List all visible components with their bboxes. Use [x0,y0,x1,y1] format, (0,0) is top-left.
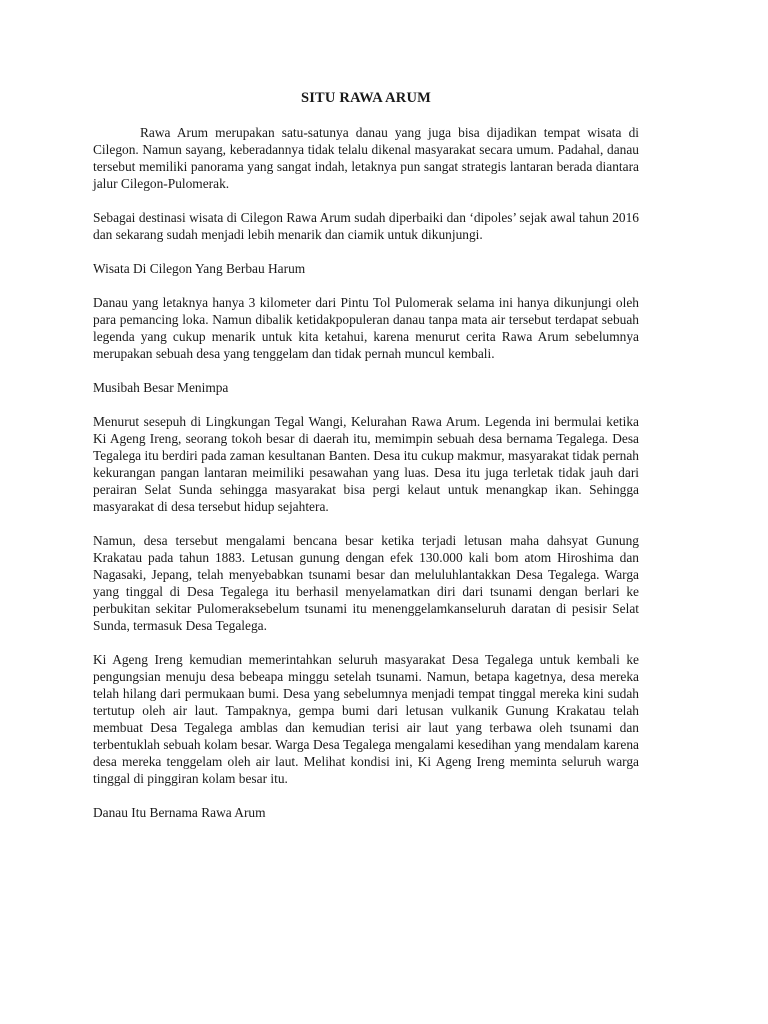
paragraph-aftermath: Ki Ageng Ireng kemudian memerintahkan seluruh masyarakat Desa Tegalega untuk kembali ke pengungsian menuju desa bebeapa minggu setelah tsunami. Namun, betapa kagetnya, desa mereka telah hilang dari permukaan bumi. Desa yang sebelumnya menjadi tempat tinggal mereka kini sudah tertutup oleh air laut. Tampaknya, gempa bumi dari letusan vulkanik Gunung Krakatau telah membuat Desa Tegalega amblas dan kemudian terisi air laut yang terbawa oleh tsunami dan terbentuklah sebuah kolam besar. Warga Desa Tegalega mengalami kesedihan yang mendalam karena desa mereka tenggelam oleh air laut. Melihat kondisi ini, Ki Ageng Ireng meminta seluruh warga tinggal di pinggiran kolam besar itu. [93,652,639,786]
section-heading-musibah: Musibah Besar Menimpa [93,380,229,395]
document-title: SITU RAWA ARUM [300,90,432,106]
paragraph-location: Danau yang letaknya hanya 3 kilometer dari Pintu Tol Pulomerak selama ini hanya dikunjungi oleh para pemancing loka. Namun dibalik ketidakpopuleran danau tanpa mata air tersebut terdapat sebuah legenda yang cukup menarik untuk kita ketahui, karena menurut cerita Rawa Arum sebelumnya merupakan sebuah desa yang tenggelam dan tidak pernah muncul kembali. [93,295,639,361]
paragraph-disaster: Namun, desa tersebut mengalami bencana besar ketika terjadi letusan maha dahsyat Gunung Krakatau pada tahun 1883. Letusan gunung dengan efek 130.000 kali bom atom Hiroshima dan Nagasaki, Jepang, telah menyebabkan tsunami besar dan meluluhlantakkan Desa Tegalega. Warga yang tinggal di Desa Tegalega itu berhasil menyelamatkan diri dari tsunami dengan berlari ke perbukitan sekitar Pulomeraksebelum tsunami itu menenggelamkanseluruh daratan di pesisir Selat Sunda, termasuk Desa Tegalega. [93,533,639,633]
section-heading-wisata: Wisata Di Cilegon Yang Berbau Harum [93,261,306,276]
section-heading-danau: Danau Itu Bernama Rawa Arum [93,805,266,820]
document-page [93,90,639,838]
paragraph-intro: Rawa Arum merupakan satu-satunya danau yang juga bisa dijadikan tempat wisata di Cilegon. Namun sayang, keberadannya tidak telalu dikenal masyarakat secara umum. Padahal, danau tersebut memiliki panorama yang sangat indah, letaknya pun sangat strategis lantaran berada diantara jalur Cilegon-Pulomerak. [93,125,639,191]
paragraph-destination: Sebagai destinasi wisata di Cilegon Rawa Arum sudah diperbaiki dan ‘dipoles’ sejak awal tahun 2016 dan sekarang sudah menjadi lebih menarik dan ciamik untuk dikunjungi. [93,210,639,242]
paragraph-legend: Menurut sesepuh di Lingkungan Tegal Wangi, Kelurahan Rawa Arum. Legenda ini bermulai ketika Ki Ageng Ireng, seorang tokoh besar di daerah itu, memimpin sebuah desa bernama Tegalega. Desa Tegalega itu berdiri pada zaman kesultanan Banten. Desa itu cukup makmur, masyarakat tidak pernah kekurangan pangan lantaran meimiliki pesawahan yang luas. Desa itu juga terletak tidak jauh dari perairan Selat Sunda sehingga masyarakat bisa pergi kelaut untuk menangkap ikan. Sehingga masyarakat di desa tersebut hidup sejahtera. [93,414,639,514]
